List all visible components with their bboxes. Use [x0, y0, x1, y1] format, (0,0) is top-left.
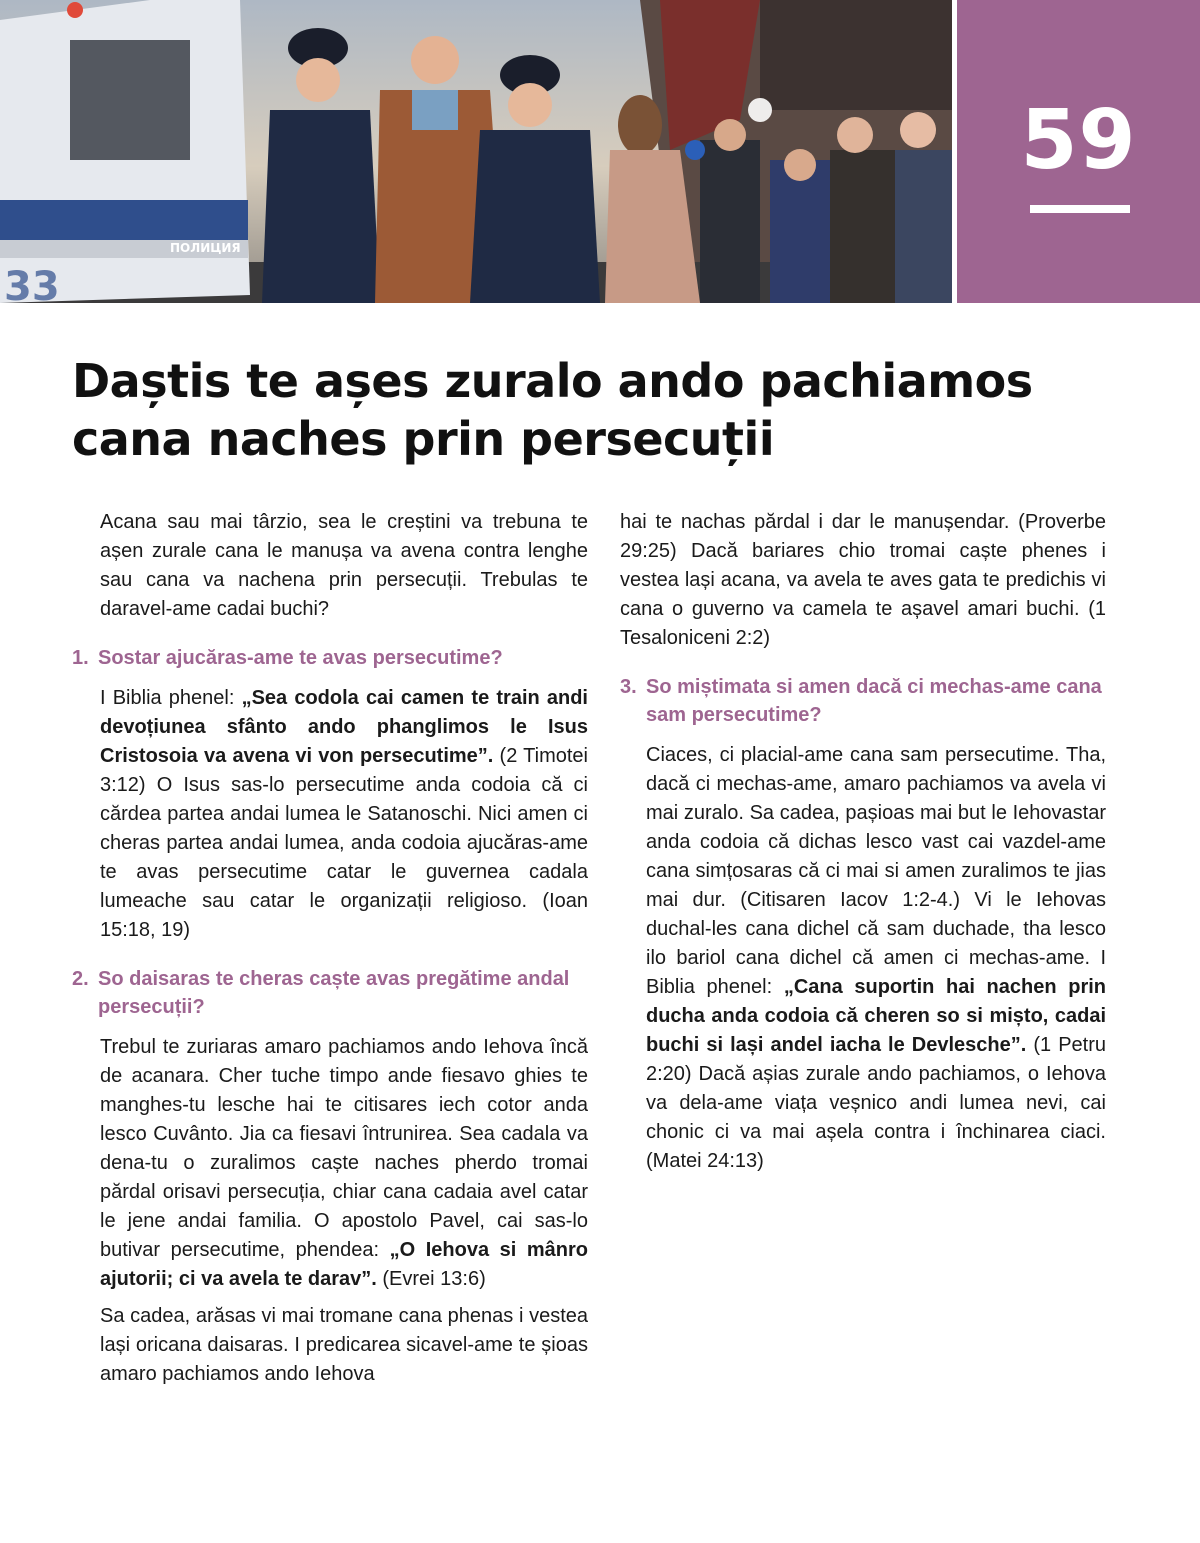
photo-illustration	[0, 0, 952, 303]
answer-2-text-before: Trebul te zuriaras amaro pachiamos ando Iehova încă de acanara. Cher tuche timpo ande fiesavo ghies te manghes-tu lesche hai te citisares iech cotor anda lesco Cuvânto. Jia ca fiesavi întrunirea. Sea cadala va dena-tu o zuralimos caște naches pherdo tromai părdal orisavi persecuția, chiar cana cadaia avel catar le jene andai familia. O apostolo Pavel, cai sas-lo butivar persecutime, phendea:	[100, 1036, 588, 1261]
right-column	[620, 508, 1106, 1184]
answer-3-paragraph	[620, 741, 1106, 1176]
answer-3-quote: „Cana suportin hai nachen prin ducha anda codoia că cheren so si miștо, cadai buchi si lași andel iacha le Devlesche”.	[646, 976, 1106, 1056]
answer-2-paragraph-2-end: hai te nachas părdal i dar le manușendar. (Proverbe 29:25) Dacă bariares chio tromai caște phenes i vestea lași acana, va avela te aves gata te predichis vi cana o guverno va camela te așavel amari buchi. (1 Tesaloniceni 2:2)	[620, 511, 1106, 649]
answer-1-quote: „Sea codola cai camen te train andi devoțiunea sfânto ando phanglimos le Isus Cristosoia va avena vi von persecutime”.	[100, 687, 588, 767]
answer-3-text-after: (1 Petru 2:20) Dacă așias zurale ando pachiamos, o Iehova va dela-ame viața veșnico andi lumea nevi, cai chonic ci va mai așela contra i închinarea ciaci. (Matei 24:13)	[646, 1034, 1106, 1172]
page-title-line-2: cana naches prin persecuții	[72, 412, 775, 466]
page-title-line-1: Daștis te așes zuralo ando pachiamos	[72, 354, 1033, 408]
question-2-text: So daisaras te cheras caște avas pregătime andal persecuții?	[98, 968, 570, 1018]
question-1-number: 1.	[72, 647, 89, 669]
lesson-number-box	[957, 0, 1200, 303]
question-3-number: 3.	[620, 676, 637, 698]
page-title	[72, 352, 1132, 468]
van-label: ПОЛИЦИЯ	[170, 241, 241, 255]
question-2-number: 2.	[72, 968, 89, 990]
police-van	[0, 0, 250, 303]
question-1-text: Sostar ajucăras-ame te avas persecutime?	[98, 647, 503, 669]
answer-1-text-after: (2 Timotei 3:12) O Isus sas-lo persecutime anda codoia că ci cărdea partea andai lumea le Satanoschi. Nici amen ci cheras partea andai lumea, anda codoia ajucăras-ame te avas persecutime catar le guvernea cadala lumeache sau catar le organizații religioso. (Ioan 15:18, 19)	[100, 745, 588, 941]
left-column	[72, 508, 588, 1397]
answer-3-text-before: Ciaces, ci placial-ame cana sam persecutime. Tha, dacă ci mechas-ame, amaro pachiamos va avela vi mai zuralo. Sa cadea, pașioas mai but le Iehovastar anda codoia că dichas lesco vast cai vazdel-ame cana simțosaras că ci mai si amen zuralimos te jias mai dur. (Citisaren Iacov 1:2-4.) Vi le Iehovas duchal-les cana dichel că sam duchade, tha lesco ilo bariol cana dichel că amen ci mechas-ame. I Biblia phenel:	[646, 744, 1106, 998]
question-1-heading	[72, 644, 588, 672]
question-3-text: So miștimata si amen dacă ci mechas-ame cana sam persecutime?	[646, 676, 1102, 726]
question-2-heading	[72, 965, 588, 1021]
intro-paragraph: Acana sau mai târzio, sea le creștini va trebuna te așen zurale cana le manușa va avena contra lenghe sau cana va nachena prin persecuții. Trebulas te daravel-ame cadai buchi?	[100, 511, 588, 620]
lesson-number: 59	[1020, 93, 1137, 188]
answer-2-paragraph-2-start: Sa cadea, arăsas vi mai tromane cana phenas i vestea lași oricana daisaras. I predicarea sicavel-ame te șioas amaro pachiamos ando Iehova	[100, 1305, 588, 1385]
answer-2-quote: „O Iehova si mânro ajutorii; ci va avela te darav”.	[100, 1239, 588, 1290]
answer-1-paragraph	[72, 684, 588, 945]
header-photo	[0, 0, 952, 303]
lesson-number-underline	[1030, 205, 1130, 213]
question-3-heading	[620, 673, 1106, 729]
van-number: 33	[4, 264, 60, 303]
answer-1-text-before: I Biblia phenel:	[100, 687, 242, 709]
answer-2-text-after: (Evrei 13:6)	[376, 1268, 486, 1290]
answer-2-paragraph-1	[72, 1033, 588, 1294]
